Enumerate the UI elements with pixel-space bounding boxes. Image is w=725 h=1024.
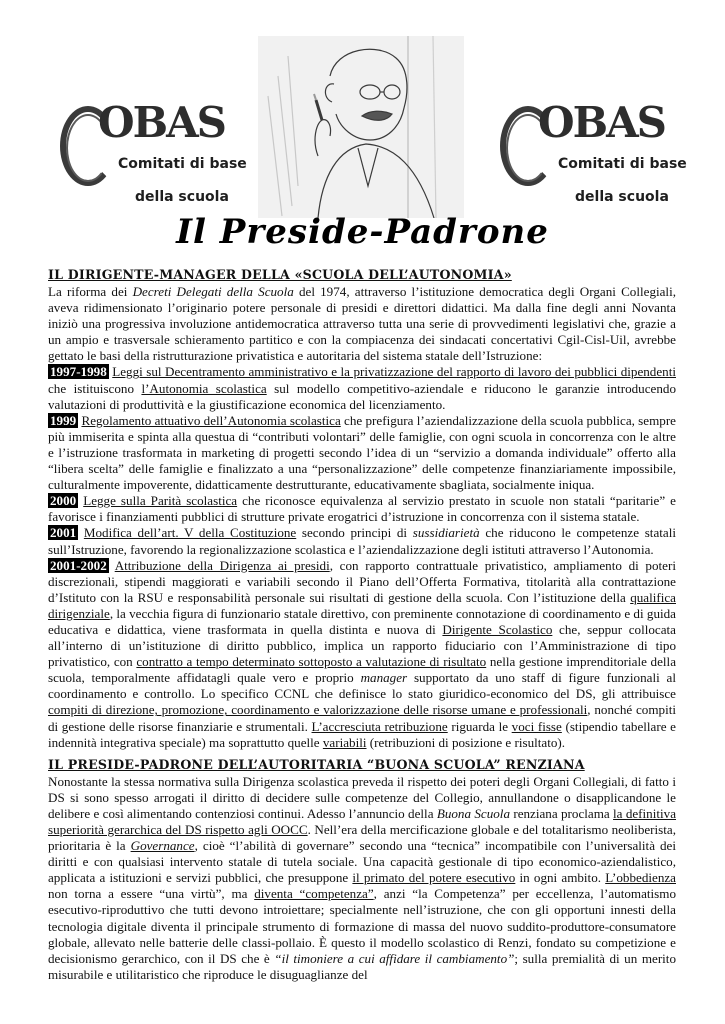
law-link: L’accresciuta retribuzione xyxy=(311,718,448,734)
law-link: Attribuzione della Dirigenza ai presidi xyxy=(114,557,330,573)
law-link: contratto a tempo determinato sottoposto a valutazione di risultato xyxy=(136,654,487,670)
cobas-logo-right xyxy=(498,96,687,221)
entry-text: che istituiscono xyxy=(48,380,142,396)
section-2-paragraph xyxy=(48,774,676,983)
entry-text: (retribuzioni di posizione e risultato). xyxy=(366,734,566,750)
intro-text-b: Decreti Delegati della Scuola xyxy=(132,284,294,299)
caricature-portrait-image xyxy=(258,36,464,218)
para-text: in ogni ambito. xyxy=(515,870,606,886)
entry-text: che, seppur collocata all’interno di un’istituzione di diritto pubblico, implica un rapporto fiduciario con l’Amministrazione di tipo privatistico, con xyxy=(48,621,676,670)
year-badge: 1999 xyxy=(50,412,77,428)
entry-text: , nonché compiti di gestione delle risorse finanziarie e strumentali. xyxy=(48,702,676,734)
entry-text: che riducono le competenze statali sull’Istruzione, favorendo la regionalizzazione scolastica e l’aziendalizzazione degli istituti attraverso l’Autonomia. xyxy=(48,525,676,557)
year-badge: 1997-1998 xyxy=(50,364,107,380)
intro-text-a: La riforma dei xyxy=(48,284,133,299)
year-badge: 2000 xyxy=(50,493,77,509)
law-link: Modifica dell’art. V della Costituzione xyxy=(83,525,297,541)
entry-1997 xyxy=(48,364,676,412)
entry-text: supportato da uno staff di figure funzionali al coordinamento e controllo. Lo specifico CCNL che definisce lo stato giuridico-economico del DS, gli attribuisce xyxy=(48,670,676,702)
entry-text: secondo principi di xyxy=(296,525,413,541)
entry-italic: sussidiarietà xyxy=(412,525,480,541)
entry-text: , con rapporto contrattuale privatistico, ampliamento di poteri discrezionali, stipendi maggiorati e variabili secondo il Piano dell’Offerta Formativa, titolarità alla contrattazione d’Istituto con la RSU e responsabilità personale sui risultati di gestione della scuola. Con l’istituzione della xyxy=(48,557,676,605)
intro-text-c: del 1974, attraverso l’istituzione democratica degli Organi Collegiali, aveva ridimensionato l’originario potere personale di presidi e direttori didattici. Ma dalla fine degli anni Novanta iniziò una progressiva involuzione antidemocratica attraverso tutta una serie di provvedimenti legislativi che, grazie a un ampio e trasversale schieramento partitico e con la compiacenza dei sindacati concertativi Cgil-Cisl-Uil, avrebbe gettato le basi della ristrutturazione privatistica e autoritaria del sistema statale dell’Istruzione: xyxy=(48,284,676,364)
entry-italic: manager xyxy=(360,670,408,686)
entry-text: sul modello competitivo-aziendale e riducono le garanzie introducendo valutazioni di produttività e la giustificazione economica del licenziamento. xyxy=(48,380,676,412)
law-link: Legge sulla Parità scolastica xyxy=(83,493,238,509)
law-link: compiti di direzione, promozione, coordinamento e valorizzazione delle risorse umane e professionali xyxy=(48,702,588,718)
para-text: . Nell’era della mercificazione globale e del totalitarismo neoliberista, prioritaria è la xyxy=(48,822,676,854)
para-italic: “il timoniere a cui affidare il cambiamento” xyxy=(274,950,515,966)
para-text: Nonostante la stessa normativa sulla Dirigenza scolastica preveda il rispetto dei poteri degli Organi Collegiali, di fatto i DS si sono spesso arrogati il diritto di decidere sulle competenze del Collegio, annullandone o disapplicandone le delibere e così alimentando contenziosi continui. Adesso l’annuncio della xyxy=(48,773,676,821)
logo-subtitle-line2: della scuola xyxy=(575,189,669,205)
page-title: Il Preside-Padrone xyxy=(176,212,549,252)
entry-text: (stipendio tabellare e indennità integrativa speciale) ma soprattutto quelle xyxy=(48,718,676,750)
para-underline: L’obbedienza xyxy=(605,870,676,886)
law-link: Dirigente Scolastico xyxy=(442,621,553,637)
para-text: ; sulla premialità di un merito misurabile e utilitaristico che riproduce le disuguaglianze del xyxy=(48,950,676,982)
entry-2001-2002 xyxy=(48,558,676,751)
section-1 xyxy=(48,266,676,983)
para-text: non torna a essere “una virtù”, ma xyxy=(48,886,255,902)
law-link: Regolamento attuativo dell’Autonomia scolastica xyxy=(81,412,341,428)
para-italic: Buona Scuola xyxy=(436,805,510,821)
entry-text: , la vecchia figura di funzionario statale direttivo, con preminente connotazione di coordinamento e di guida educativa e didattica, viene trasformata in quella distinta e nuova di xyxy=(48,605,676,637)
para-text: renziana proclama xyxy=(510,805,614,821)
section-1-heading: IL DIRIGENTE-MANAGER DELLA «SCUOLA DELL’AUTONOMIA» xyxy=(48,267,512,282)
logo-subtitle-line1: Comitati di base xyxy=(558,156,687,172)
para-underline: il primato del potere esecutivo xyxy=(352,870,516,886)
section-2-heading: IL PRESIDE-PADRONE DELL’AUTORITARIA “BUONA SCUOLA” RENZIANA xyxy=(48,756,585,772)
cobas-logo-left xyxy=(58,96,247,221)
entry-text: riguarda le xyxy=(447,718,512,734)
entry-text: che riconosce equivalenza al servizio prestato in scuole non statali “paritarie” e favorisce i finanziamenti pubblici di strutture private erogatrici d’istruzione in concorrenza con il sistema statale. xyxy=(48,493,676,525)
para-text: , anzi “la Competenza” per eccellenza, l’automatismo esecutivo-riproduttivo che tutti devono introiettare; specialmente nell’istruzione, che con gli opportuni innesti della tecnologia digitale diventa il principale strumento di formazione di massa del nuovo suddito-produttore-consumatore globale, allevato nelle batterie delle classi-pollaio. È questo il modello scolastico di Renzi, fondato su competizione e decisionismo gerarchico, con il DS che è xyxy=(48,886,676,966)
law-link: voci fisse xyxy=(511,718,562,734)
entry-2001 xyxy=(48,525,676,557)
entry-1999 xyxy=(48,413,676,493)
entry-2000 xyxy=(48,493,676,525)
law-link: Leggi sul Decentramento amministrativo e la privatizzazione del rapporto di lavoro dei pubblici dipendenti xyxy=(112,364,676,380)
year-badge: 2001 xyxy=(50,525,77,541)
law-link: qualifica dirigenziale xyxy=(48,589,676,621)
logo-subtitle-line2: della scuola xyxy=(135,189,229,205)
law-link: variabili xyxy=(322,734,367,750)
para-underline: diventa “competenza” xyxy=(254,886,374,902)
law-link: l’Autonomia scolastica xyxy=(141,380,267,396)
para-underline: la definitiva superiorità gerarchica del DS rispetto agli OOCC xyxy=(48,805,677,837)
entry-text: nella gestione imprenditoriale della scuola, temporalmente affidatagli quale vero e proprio xyxy=(48,654,677,686)
logo-word: OBAS xyxy=(538,98,666,147)
intro-paragraph xyxy=(48,284,676,364)
year-badge: 2001-2002 xyxy=(50,557,107,573)
entry-text: che prefigura l’aziendalizzazione della scuola pubblica, sempre più immiserita e spinta alla questua di “contributi volontari” delle famiglie, con ogni scuola in concorrenza con le altre e l’istruzione trasformata in marketing di progetti secondo l’idea di un “servizio a domanda individuale” offerto alla “libera scelta” delle famiglie e finalizzato a una “personalizzazione” delle competenze finanziariamente impossibile, culturalmente impoverente, didatticamente destrutturante, educativamente sbagliata, socialmente iniqua. xyxy=(48,412,676,493)
para-italic-underline: Governance xyxy=(130,838,195,854)
logo-word: OBAS xyxy=(98,98,226,147)
para-text: , cioè “l’abilità di governare” secondo una “tecnica” incompatibile con l’universalità dei diritti e con qualsiasi intervento statale di tutela sociale. Una capacità gestionale di tipo economico-aziendalistico, applicata a istituzioni e servizi pubblici, che presuppone xyxy=(48,838,676,886)
logo-subtitle-line1: Comitati di base xyxy=(118,156,247,172)
